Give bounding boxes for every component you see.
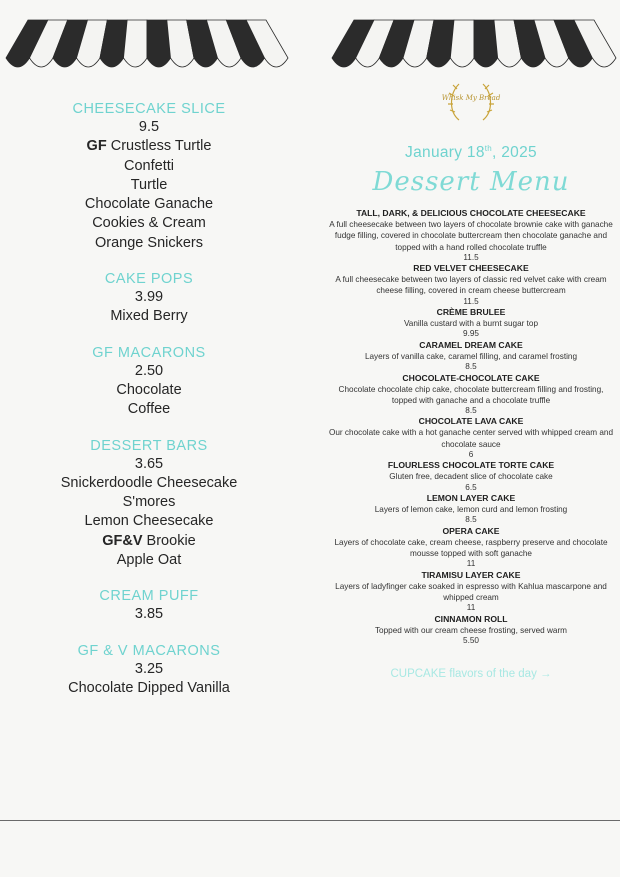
awning-stripe	[124, 20, 148, 67]
item-name: OPERA CAKE	[442, 525, 500, 536]
awning-left	[6, 18, 288, 73]
section-title: GF MACARONS	[92, 344, 206, 361]
flavor-item: GF Crustless Turtle	[86, 138, 212, 155]
section-title: CREAM PUFF	[99, 588, 199, 605]
menu-item	[322, 460, 620, 493]
section-price: 9.5	[138, 119, 160, 135]
item-price: 8.5	[465, 362, 477, 372]
arrow-right-icon: →	[540, 668, 552, 681]
item-price: 11	[466, 603, 476, 613]
section-title: CAKE POPS	[104, 271, 194, 288]
section-price: 3.85	[134, 606, 164, 623]
flavor-item: Lemon Cheesecake	[84, 513, 214, 530]
flavor-item: Mixed Berry	[110, 308, 188, 325]
item-name: TIRAMISU LAYER CAKE	[421, 569, 521, 580]
item-description: Chocolate chocolate chip cake, chocolate buttercream filling and frosting, topped with ganache and a chocolate truffle	[338, 384, 604, 405]
section-title: DESSERT BARS	[90, 437, 208, 454]
item-name: RED VELVET CHEESECAKE	[413, 263, 529, 274]
menu-item	[322, 340, 620, 373]
item-price: 6.5	[465, 482, 477, 492]
item-price: 11.5	[463, 252, 479, 262]
flavor-item: GF&V Brookie	[102, 532, 196, 549]
item-name: CRÈME BRULEE	[436, 307, 506, 318]
menu-item	[322, 307, 620, 340]
flavor-item: Chocolate Ganache	[84, 196, 214, 213]
bottom-divider	[0, 820, 620, 821]
item-name: CHOCOLATE-CHOCOLATE CAKE	[402, 372, 540, 383]
section-title: GF & V MACARONS	[77, 642, 221, 659]
menu-items	[322, 208, 620, 646]
menu-item	[322, 263, 620, 307]
menu-item	[322, 416, 620, 460]
item-name: TALL, DARK, & DELICIOUS CHOCOLATE CHEESECAKE	[356, 208, 586, 219]
awning-stripe	[450, 20, 474, 67]
dessert-menu	[322, 76, 620, 680]
awning-stripe	[474, 20, 498, 67]
item-description: Layers of vanilla cake, caramel filling, and caramel frosting	[364, 351, 578, 361]
section-price: 3.25	[134, 660, 164, 677]
item-description: Vanilla custard with a burnt sugar top	[403, 319, 539, 329]
item-price: 8.5	[465, 405, 477, 415]
item-name: CHOCOLATE LAVA CAKE	[418, 416, 524, 427]
side-menu	[18, 100, 280, 698]
logo-text-top: Whisk My Bread	[441, 94, 501, 102]
item-price: 5.50	[463, 635, 479, 645]
menu-date: January 18th, 2025	[405, 144, 537, 162]
item-description: Topped with our cream cheese frosting, served warm	[374, 625, 568, 635]
item-name: FLOURLESS CHOCOLATE TORTE CAKE	[387, 460, 555, 471]
cupcake-flavors-link[interactable]: CUPCAKE flavors of the day →	[390, 668, 552, 681]
item-description: Our chocolate cake with a hot ganache center served with whipped cream and chocolate sauce	[329, 428, 613, 449]
bakery-logo	[441, 76, 501, 128]
menu-item	[322, 493, 620, 526]
item-name: CINNAMON ROLL	[434, 613, 508, 624]
flavor-item: Chocolate Dipped Vanilla	[68, 679, 230, 696]
flavor-item: Chocolate	[116, 381, 182, 398]
flavor-item: Snickerdoodle Cheesecake	[60, 474, 238, 491]
flavor-item: Orange Snickers	[95, 234, 203, 251]
menu-item	[322, 208, 620, 263]
menu-item	[322, 614, 620, 647]
flavor-item: Apple Oat	[116, 552, 182, 569]
awning-stripe	[147, 20, 171, 67]
item-description: Layers of lemon cake, lemon curd and lemon frosting	[374, 505, 568, 515]
flavor-item: Confetti	[124, 157, 174, 174]
item-price: 11.5	[463, 296, 479, 306]
item-name: LEMON LAYER CAKE	[426, 493, 516, 504]
item-price: 8.5	[465, 515, 477, 525]
flavor-item: Coffee	[127, 401, 171, 418]
item-description: Layers of chocolate cake, cream cheese, raspberry preserve and chocolate mousse topped with soft ganache	[334, 537, 608, 558]
flavor-item: Cookies & Cream	[92, 215, 206, 232]
menu-title: Dessert Menu	[372, 167, 570, 198]
section-title: CHEESECAKE SLICE	[72, 101, 226, 117]
menu-item	[322, 570, 620, 614]
awning-right	[332, 18, 616, 73]
section-price: 3.99	[134, 289, 164, 306]
item-description: A full cheesecake between two layers of classic red velvet cake with cream cheese filling, covered in cream cheese buttercream	[335, 275, 607, 296]
section-price: 3.65	[134, 455, 164, 472]
item-price: 9.95	[463, 329, 479, 339]
menu-item	[322, 526, 620, 570]
item-name: CARAMEL DREAM CAKE	[419, 339, 523, 350]
flavor-item: Turtle	[130, 176, 168, 193]
item-description: Gluten free, decadent slice of chocolate cake	[389, 472, 553, 482]
item-price: 11	[466, 559, 476, 569]
section-price: 2.50	[134, 362, 164, 379]
item-description: Layers of ladyfinger cake soaked in espresso with Kahlua mascarpone and whipped cream	[335, 581, 607, 602]
flavor-item: S'mores	[122, 494, 176, 511]
menu-item	[322, 373, 620, 417]
item-description: A full cheesecake between two layers of chocolate brownie cake with ganache fudge filling, covered in chocolate buttercream then chocolate ganache and topped with a hand rolled chocolate truffle	[329, 220, 613, 252]
item-price: 6	[468, 449, 474, 459]
